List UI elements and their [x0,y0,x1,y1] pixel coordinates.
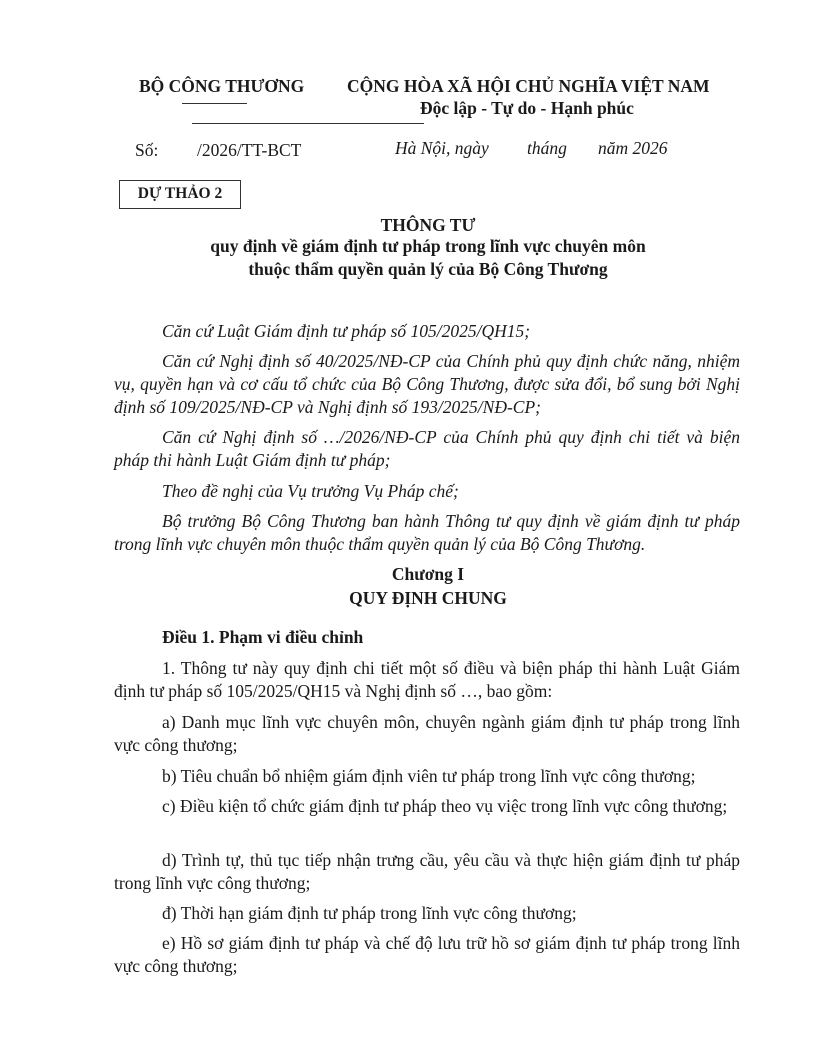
article-1-item-e: e) Hồ sơ giám định tư pháp và chế độ lưu trữ hồ sơ giám định tư pháp trong lĩnh vực công thương; [114,933,740,976]
document-subject-line-2: thuộc thẩm quyền quản lý của Bộ Công Thương [248,259,608,279]
preamble-proposal: Theo đề nghị của Vụ trưởng Vụ Pháp chế; [162,481,459,501]
article-1-item-a: a) Danh mục lĩnh vực chuyên môn, chuyên ngành giám định tư pháp trong lĩnh vực công thương; [114,712,740,755]
chapter-number: Chương I [391,564,465,584]
document-type-title: THÔNG TƯ [380,215,476,235]
chapter-title: QUY ĐỊNH CHUNG [349,588,507,608]
preamble-basis-decree-40: Căn cứ Nghị định số 40/2025/NĐ-CP của Chính phủ quy định chức năng, nhiệm vụ, quyền hạn và cơ cấu tổ chức của Bộ Công Thương, được sửa đổi, bổ sung bởi Nghị định số 109/2025/NĐ-CP và Nghị định số 193/2025/NĐ-CP; [114,351,740,417]
article-1-item-c: c) Điều kiện tổ chức giám định tư pháp theo vụ việc trong lĩnh vực công thương; [162,796,728,816]
article-1-item-d: d) Trình tự, thủ tục tiếp nhận trưng cầu, yêu cầu và thực hiện giám định tư pháp trong lĩnh vực công thương; [114,850,740,893]
article-1-clause-1: 1. Thông tư này quy định chi tiết một số điều và biện pháp thi hành Luật Giám định tư pháp số 105/2025/QH15 và Nghị định số …, bao gồm: [114,658,740,701]
document-number: /2026/TT-BCT [197,140,302,160]
number-label: Số: [135,140,159,160]
country-name: CỘNG HÒA XÃ HỘI CHỦ NGHĨA VIỆT NAM [347,76,710,96]
issue-year: năm 2026 [598,138,668,158]
draft-label-box: DỰ THẢO 2 [119,180,241,209]
issue-month: tháng [527,138,567,158]
ministry-underline [182,103,247,104]
issue-place-date: Hà Nội, ngày [395,138,489,158]
article-1-heading: Điều 1. Phạm vi điều chỉnh [162,627,364,647]
preamble-basis-law: Căn cứ Luật Giám định tư pháp số 105/2025/QH15; [162,321,531,341]
preamble-issuance: Bộ trưởng Bộ Công Thương ban hành Thông tư quy định về giám định tư pháp trong lĩnh vực chuyên môn thuộc thẩm quyền quản lý của Bộ Công Thương. [114,511,740,554]
article-1-item-dd: đ) Thời hạn giám định tư pháp trong lĩnh vực công thương; [162,903,577,923]
national-motto: Độc lập - Tự do - Hạnh phúc [420,98,634,118]
preamble-basis-decree-2026: Căn cứ Nghị định số …/2026/NĐ-CP của Chính phủ quy định chi tiết và biện pháp thi hành Luật Giám định tư pháp; [114,427,740,470]
ministry-name: BỘ CÔNG THƯƠNG [139,76,305,96]
motto-underline [192,123,424,124]
article-1-item-b: b) Tiêu chuẩn bổ nhiệm giám định viên tư pháp trong lĩnh vực công thương; [162,766,696,786]
document-subject-line-1: quy định về giám định tư pháp trong lĩnh vực chuyên môn [210,236,646,256]
